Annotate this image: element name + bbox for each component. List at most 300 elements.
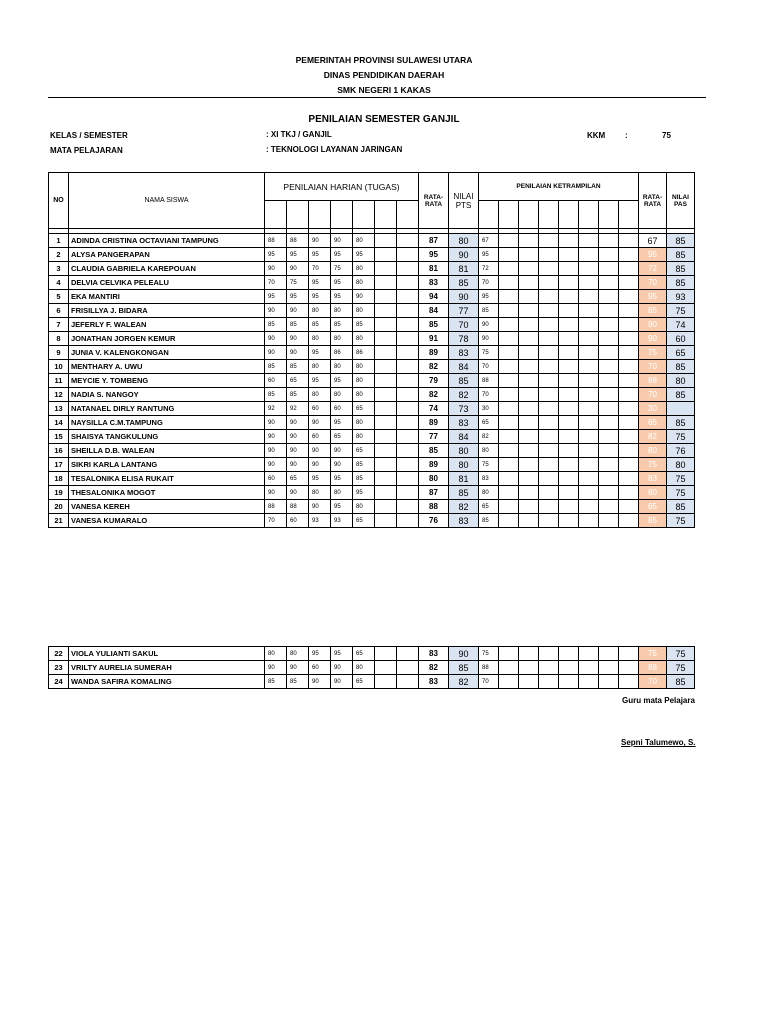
harian-score: 90: [265, 304, 287, 318]
ketrampilan-empty: [579, 675, 599, 689]
header-divider: [48, 97, 706, 98]
ketrampilan-score: 65: [479, 416, 499, 430]
harian-score: 70: [309, 262, 331, 276]
harian-empty: [397, 248, 419, 262]
student-name: SIKRI KARLA LANTANG: [69, 458, 265, 472]
harian-score: 95: [265, 290, 287, 304]
harian-score: 90: [287, 304, 309, 318]
harian-empty: [375, 374, 397, 388]
harian-score: 80: [353, 276, 375, 290]
harian-empty: [397, 276, 419, 290]
harian-score: 70: [265, 514, 287, 528]
harian-empty: [397, 346, 419, 360]
nilai-pas: 75: [667, 472, 695, 486]
ketrampilan-score: 95: [479, 248, 499, 262]
ketrampilan-empty: [559, 472, 579, 486]
harian-score: 60: [287, 514, 309, 528]
ketrampilan-empty: [539, 402, 559, 416]
ketrampilan-empty: [619, 661, 639, 675]
table-row: [49, 458, 695, 472]
govt-line: PEMERINTAH PROVINSI SULAWESI UTARA: [295, 55, 473, 65]
ketrampilan-empty: [599, 388, 619, 402]
harian-empty: [375, 647, 397, 661]
harian-score: 90: [265, 262, 287, 276]
rata-harian: 88: [419, 500, 449, 514]
harian-score: 60: [265, 374, 287, 388]
student-no: 16: [49, 444, 69, 458]
student-no: 9: [49, 346, 69, 360]
ketrampilan-empty: [619, 444, 639, 458]
ketrampilan-score: 90: [479, 332, 499, 346]
ketrampilan-score: 72: [479, 262, 499, 276]
ketrampilan-score: 88: [479, 661, 499, 675]
rata-harian: 89: [419, 416, 449, 430]
ketrampilan-empty: [499, 332, 519, 346]
ketrampilan-empty: [619, 402, 639, 416]
ketrampilan-empty: [619, 332, 639, 346]
harian-score: 80: [353, 234, 375, 248]
nilai-pas: 93: [667, 290, 695, 304]
harian-empty: [397, 304, 419, 318]
nilai-pas: 85: [667, 416, 695, 430]
harian-score: 80: [353, 430, 375, 444]
harian-score: 90: [353, 290, 375, 304]
harian-score: 95: [309, 248, 331, 262]
ketrampilan-empty: [519, 500, 539, 514]
nilai-pts: 85: [449, 661, 479, 675]
harian-score: 65: [353, 402, 375, 416]
table-row: [49, 318, 695, 332]
rata-ketrampilan: 75: [639, 346, 667, 360]
harian-score: 88: [287, 500, 309, 514]
rata-harian: 80: [419, 472, 449, 486]
nilai-pts: 80: [449, 234, 479, 248]
ketrampilan-empty: [539, 290, 559, 304]
ketrampilan-score: 30: [479, 402, 499, 416]
nilai-pts: 80: [449, 444, 479, 458]
ketrampilan-empty: [599, 402, 619, 416]
mapel-label: MATA PELAJARAN: [50, 146, 123, 155]
student-no: 11: [49, 374, 69, 388]
ketrampilan-empty: [559, 346, 579, 360]
table-row: [49, 234, 695, 248]
harian-score: 85: [265, 360, 287, 374]
rata-harian: 83: [419, 675, 449, 689]
ketrampilan-empty: [579, 248, 599, 262]
nilai-pas: 85: [667, 360, 695, 374]
harian-score: 95: [331, 472, 353, 486]
harian-score: 85: [287, 675, 309, 689]
ketrampilan-empty: [499, 416, 519, 430]
harian-empty: [397, 472, 419, 486]
ketrampilan-empty: [559, 234, 579, 248]
harian-score: 85: [353, 458, 375, 472]
student-name: ALYSA PANGERAPAN: [69, 248, 265, 262]
harian-score: 90: [265, 430, 287, 444]
harian-empty: [375, 332, 397, 346]
ketrampilan-empty: [519, 304, 539, 318]
ketrampilan-empty: [579, 416, 599, 430]
rata-ketrampilan: 70: [639, 360, 667, 374]
ketrampilan-empty: [619, 500, 639, 514]
harian-score: 80: [265, 647, 287, 661]
harian-empty: [397, 514, 419, 528]
table-row: [49, 248, 695, 262]
ketrampilan-empty: [559, 374, 579, 388]
ketrampilan-empty: [619, 416, 639, 430]
nilai-pas: 74: [667, 318, 695, 332]
ketrampilan-empty: [599, 472, 619, 486]
ketrampilan-empty: [579, 346, 599, 360]
ketrampilan-empty: [619, 388, 639, 402]
harian-score: 80: [331, 486, 353, 500]
harian-score: 85: [287, 388, 309, 402]
nilai-pas: 75: [667, 486, 695, 500]
student-no: 7: [49, 318, 69, 332]
ketrampilan-empty: [599, 360, 619, 374]
ketrampilan-empty: [559, 416, 579, 430]
ketrampilan-score: 75: [479, 458, 499, 472]
table-row: [49, 346, 695, 360]
rata-ketrampilan: 88: [639, 374, 667, 388]
ketrampilan-score: 70: [479, 675, 499, 689]
nilai-pts: 73: [449, 402, 479, 416]
ketrampilan-empty: [599, 675, 619, 689]
table-row: [49, 500, 695, 514]
ketrampilan-empty: [599, 647, 619, 661]
harian-score: 90: [331, 234, 353, 248]
nilai-pas: 85: [667, 675, 695, 689]
ketrampilan-empty: [519, 675, 539, 689]
student-name: SHEILLA D.B. WALEAN: [69, 444, 265, 458]
guru-name: Sepni Talumewo, S.: [621, 738, 696, 747]
harian-score: 65: [287, 374, 309, 388]
col-header-rata1: RATA-RATA: [419, 173, 449, 229]
rata-harian: 82: [419, 661, 449, 675]
table-row: [49, 514, 695, 528]
harian-score: 90: [309, 234, 331, 248]
ketrampilan-empty: [539, 360, 559, 374]
harian-score: 85: [287, 318, 309, 332]
harian-score: 90: [287, 346, 309, 360]
ketrampilan-empty: [499, 514, 519, 528]
ketrampilan-empty: [559, 647, 579, 661]
ketrampilan-empty: [519, 248, 539, 262]
ketrampilan-empty: [539, 444, 559, 458]
harian-score: 86: [331, 346, 353, 360]
student-name: VIOLA YULIANTI SAKUL: [69, 647, 265, 661]
nilai-pts: 82: [449, 675, 479, 689]
ketrampilan-empty: [579, 388, 599, 402]
student-name: FRISILLYA J. BIDARA: [69, 304, 265, 318]
ketrampilan-empty: [579, 276, 599, 290]
student-name: VANESA KUMARALO: [69, 514, 265, 528]
ketrampilan-empty: [579, 444, 599, 458]
ketrampilan-empty: [599, 444, 619, 458]
ketrampilan-empty: [579, 332, 599, 346]
ketrampilan-empty: [619, 346, 639, 360]
rata-harian: 87: [419, 234, 449, 248]
harian-score: 95: [265, 248, 287, 262]
ketrampilan-empty: [539, 500, 559, 514]
harian-score: 93: [331, 514, 353, 528]
ketrampilan-empty: [519, 458, 539, 472]
harian-score: 80: [353, 388, 375, 402]
harian-empty: [397, 374, 419, 388]
harian-score: 92: [287, 402, 309, 416]
harian-score: 95: [287, 248, 309, 262]
rata-harian: 77: [419, 430, 449, 444]
harian-score: 95: [309, 472, 331, 486]
harian-empty: [397, 458, 419, 472]
ketrampilan-score: 83: [479, 472, 499, 486]
ketrampilan-empty: [559, 388, 579, 402]
harian-empty: [375, 276, 397, 290]
ketrampilan-empty: [499, 374, 519, 388]
ketrampilan-empty: [559, 430, 579, 444]
ketrampilan-empty: [539, 262, 559, 276]
ketrampilan-empty: [519, 472, 539, 486]
table-row: [49, 360, 695, 374]
nilai-pas: 75: [667, 304, 695, 318]
table-row: [49, 486, 695, 500]
rata-ketrampilan: 70: [639, 675, 667, 689]
nilai-pas: 80: [667, 458, 695, 472]
ketrampilan-empty: [519, 514, 539, 528]
ketrampilan-empty: [539, 332, 559, 346]
nilai-pas: 60: [667, 332, 695, 346]
ketrampilan-empty: [499, 647, 519, 661]
harian-score: 65: [353, 444, 375, 458]
table-row: [49, 402, 695, 416]
harian-score: 80: [353, 374, 375, 388]
ketrampilan-empty: [599, 304, 619, 318]
ketrampilan-empty: [519, 346, 539, 360]
nilai-pts: 85: [449, 276, 479, 290]
ketrampilan-empty: [559, 402, 579, 416]
rata-ketrampilan: 82: [639, 430, 667, 444]
ketrampilan-empty: [499, 402, 519, 416]
nilai-pas: [667, 402, 695, 416]
harian-score: 90: [287, 262, 309, 276]
ketrampilan-empty: [599, 500, 619, 514]
harian-score: 90: [287, 486, 309, 500]
ketrampilan-empty: [539, 661, 559, 675]
student-name: WANDA SAFIRA KOMALING: [69, 675, 265, 689]
student-no: 12: [49, 388, 69, 402]
harian-score: 95: [331, 500, 353, 514]
rata-harian: 79: [419, 374, 449, 388]
ketrampilan-empty: [499, 360, 519, 374]
harian-score: 80: [309, 304, 331, 318]
ketrampilan-empty: [499, 430, 519, 444]
student-no: 8: [49, 332, 69, 346]
harian-score: 85: [309, 318, 331, 332]
student-name: DELVIA CELVIKA PELEALU: [69, 276, 265, 290]
ketrampilan-empty: [499, 318, 519, 332]
table-row: [49, 290, 695, 304]
nilai-pas: 80: [667, 374, 695, 388]
ketrampilan-empty: [559, 500, 579, 514]
col-header-rata2: RATA-RATA: [639, 173, 667, 229]
nilai-pas: 75: [667, 647, 695, 661]
rata-ketrampilan: 65: [639, 500, 667, 514]
ketrampilan-empty: [499, 675, 519, 689]
ketrampilan-empty: [499, 486, 519, 500]
ketrampilan-empty: [619, 647, 639, 661]
ketrampilan-empty: [519, 402, 539, 416]
nilai-pas: 85: [667, 276, 695, 290]
ketrampilan-score: 70: [479, 360, 499, 374]
harian-empty: [375, 486, 397, 500]
harian-empty: [375, 360, 397, 374]
harian-score: 65: [353, 514, 375, 528]
rata-harian: 85: [419, 318, 449, 332]
ketrampilan-empty: [539, 675, 559, 689]
ketrampilan-empty: [539, 346, 559, 360]
ketrampilan-empty: [539, 304, 559, 318]
harian-score: 85: [353, 318, 375, 332]
ketrampilan-empty: [539, 514, 559, 528]
harian-score: 90: [265, 416, 287, 430]
ketrampilan-empty: [599, 248, 619, 262]
harian-score: 93: [309, 514, 331, 528]
ketrampilan-empty: [559, 444, 579, 458]
ketrampilan-empty: [539, 318, 559, 332]
harian-score: 90: [287, 458, 309, 472]
harian-empty: [397, 500, 419, 514]
harian-score: 90: [309, 675, 331, 689]
nilai-pts: 90: [449, 248, 479, 262]
ketrampilan-empty: [559, 248, 579, 262]
nilai-pts: 81: [449, 472, 479, 486]
rata-harian: 84: [419, 304, 449, 318]
ketrampilan-empty: [519, 276, 539, 290]
harian-empty: [375, 472, 397, 486]
ketrampilan-score: 70: [479, 276, 499, 290]
harian-empty: [397, 486, 419, 500]
ketrampilan-empty: [559, 318, 579, 332]
grade-table-continued: [48, 646, 695, 689]
ketrampilan-empty: [499, 262, 519, 276]
harian-empty: [397, 388, 419, 402]
ketrampilan-empty: [579, 472, 599, 486]
harian-score: 90: [287, 332, 309, 346]
ketrampilan-empty: [579, 290, 599, 304]
harian-empty: [397, 647, 419, 661]
ketrampilan-score: 88: [479, 374, 499, 388]
rata-ketrampilan: 95: [639, 290, 667, 304]
student-name: CLAUDIA GABRIELA KAREPOUAN: [69, 262, 265, 276]
harian-score: 95: [331, 276, 353, 290]
harian-empty: [375, 290, 397, 304]
harian-score: 90: [331, 458, 353, 472]
ketrampilan-empty: [619, 374, 639, 388]
col-header-harian: PENILAIAN HARIAN (TUGAS): [265, 173, 419, 201]
dept-line: DINAS PENDIDIKAN DAERAH: [323, 70, 445, 80]
kelas-label: KELAS / SEMESTER: [50, 131, 128, 140]
table-row: [49, 430, 695, 444]
student-name: JONATHAN JORGEN KEMUR: [69, 332, 265, 346]
ketrampilan-empty: [579, 500, 599, 514]
harian-empty: [375, 402, 397, 416]
guru-label: Guru mata Pelajara: [622, 696, 695, 705]
ketrampilan-empty: [619, 248, 639, 262]
harian-empty: [397, 675, 419, 689]
student-no: 13: [49, 402, 69, 416]
harian-score: 80: [353, 332, 375, 346]
nilai-pts: 84: [449, 360, 479, 374]
harian-empty: [375, 234, 397, 248]
nilai-pas: 75: [667, 430, 695, 444]
kkm-label: KKM: [587, 131, 606, 140]
ketrampilan-empty: [579, 374, 599, 388]
ketrampilan-score: 85: [479, 514, 499, 528]
ketrampilan-empty: [539, 374, 559, 388]
harian-score: 65: [353, 675, 375, 689]
ketrampilan-empty: [539, 388, 559, 402]
harian-empty: [375, 444, 397, 458]
ketrampilan-empty: [519, 360, 539, 374]
harian-score: 95: [309, 647, 331, 661]
harian-score: 90: [287, 444, 309, 458]
harian-empty: [375, 430, 397, 444]
harian-empty: [397, 332, 419, 346]
harian-score: 88: [287, 234, 309, 248]
ketrampilan-score: 90: [479, 318, 499, 332]
ketrampilan-empty: [599, 332, 619, 346]
harian-score: 80: [331, 360, 353, 374]
harian-empty: [375, 500, 397, 514]
table-row: [49, 332, 695, 346]
ketrampilan-empty: [539, 416, 559, 430]
student-name: NAYSILLA C.M.TAMPUNG: [69, 416, 265, 430]
nilai-pts: 82: [449, 388, 479, 402]
ketrampilan-empty: [519, 444, 539, 458]
rata-ketrampilan: 80: [639, 444, 667, 458]
ketrampilan-empty: [519, 290, 539, 304]
harian-empty: [397, 318, 419, 332]
ketrampilan-empty: [539, 276, 559, 290]
ketrampilan-empty: [559, 458, 579, 472]
nilai-pts: 70: [449, 318, 479, 332]
ketrampilan-empty: [559, 360, 579, 374]
ketrampilan-empty: [579, 647, 599, 661]
harian-empty: [375, 458, 397, 472]
rata-harian: 94: [419, 290, 449, 304]
rata-harian: 85: [419, 444, 449, 458]
rata-harian: 74: [419, 402, 449, 416]
nilai-pas: 85: [667, 248, 695, 262]
ketrampilan-score: 80: [479, 444, 499, 458]
harian-score: 90: [265, 661, 287, 675]
ketrampilan-empty: [499, 472, 519, 486]
harian-score: 90: [265, 444, 287, 458]
harian-score: 90: [309, 500, 331, 514]
table-row: [49, 304, 695, 318]
harian-score: 95: [309, 276, 331, 290]
ketrampilan-empty: [599, 458, 619, 472]
ketrampilan-empty: [519, 318, 539, 332]
ketrampilan-empty: [539, 458, 559, 472]
rata-ketrampilan: 85: [639, 514, 667, 528]
harian-score: 88: [265, 500, 287, 514]
table-row: [49, 262, 695, 276]
nilai-pts: 83: [449, 346, 479, 360]
nilai-pts: 82: [449, 500, 479, 514]
ketrampilan-empty: [519, 374, 539, 388]
nilai-pas: 75: [667, 514, 695, 528]
